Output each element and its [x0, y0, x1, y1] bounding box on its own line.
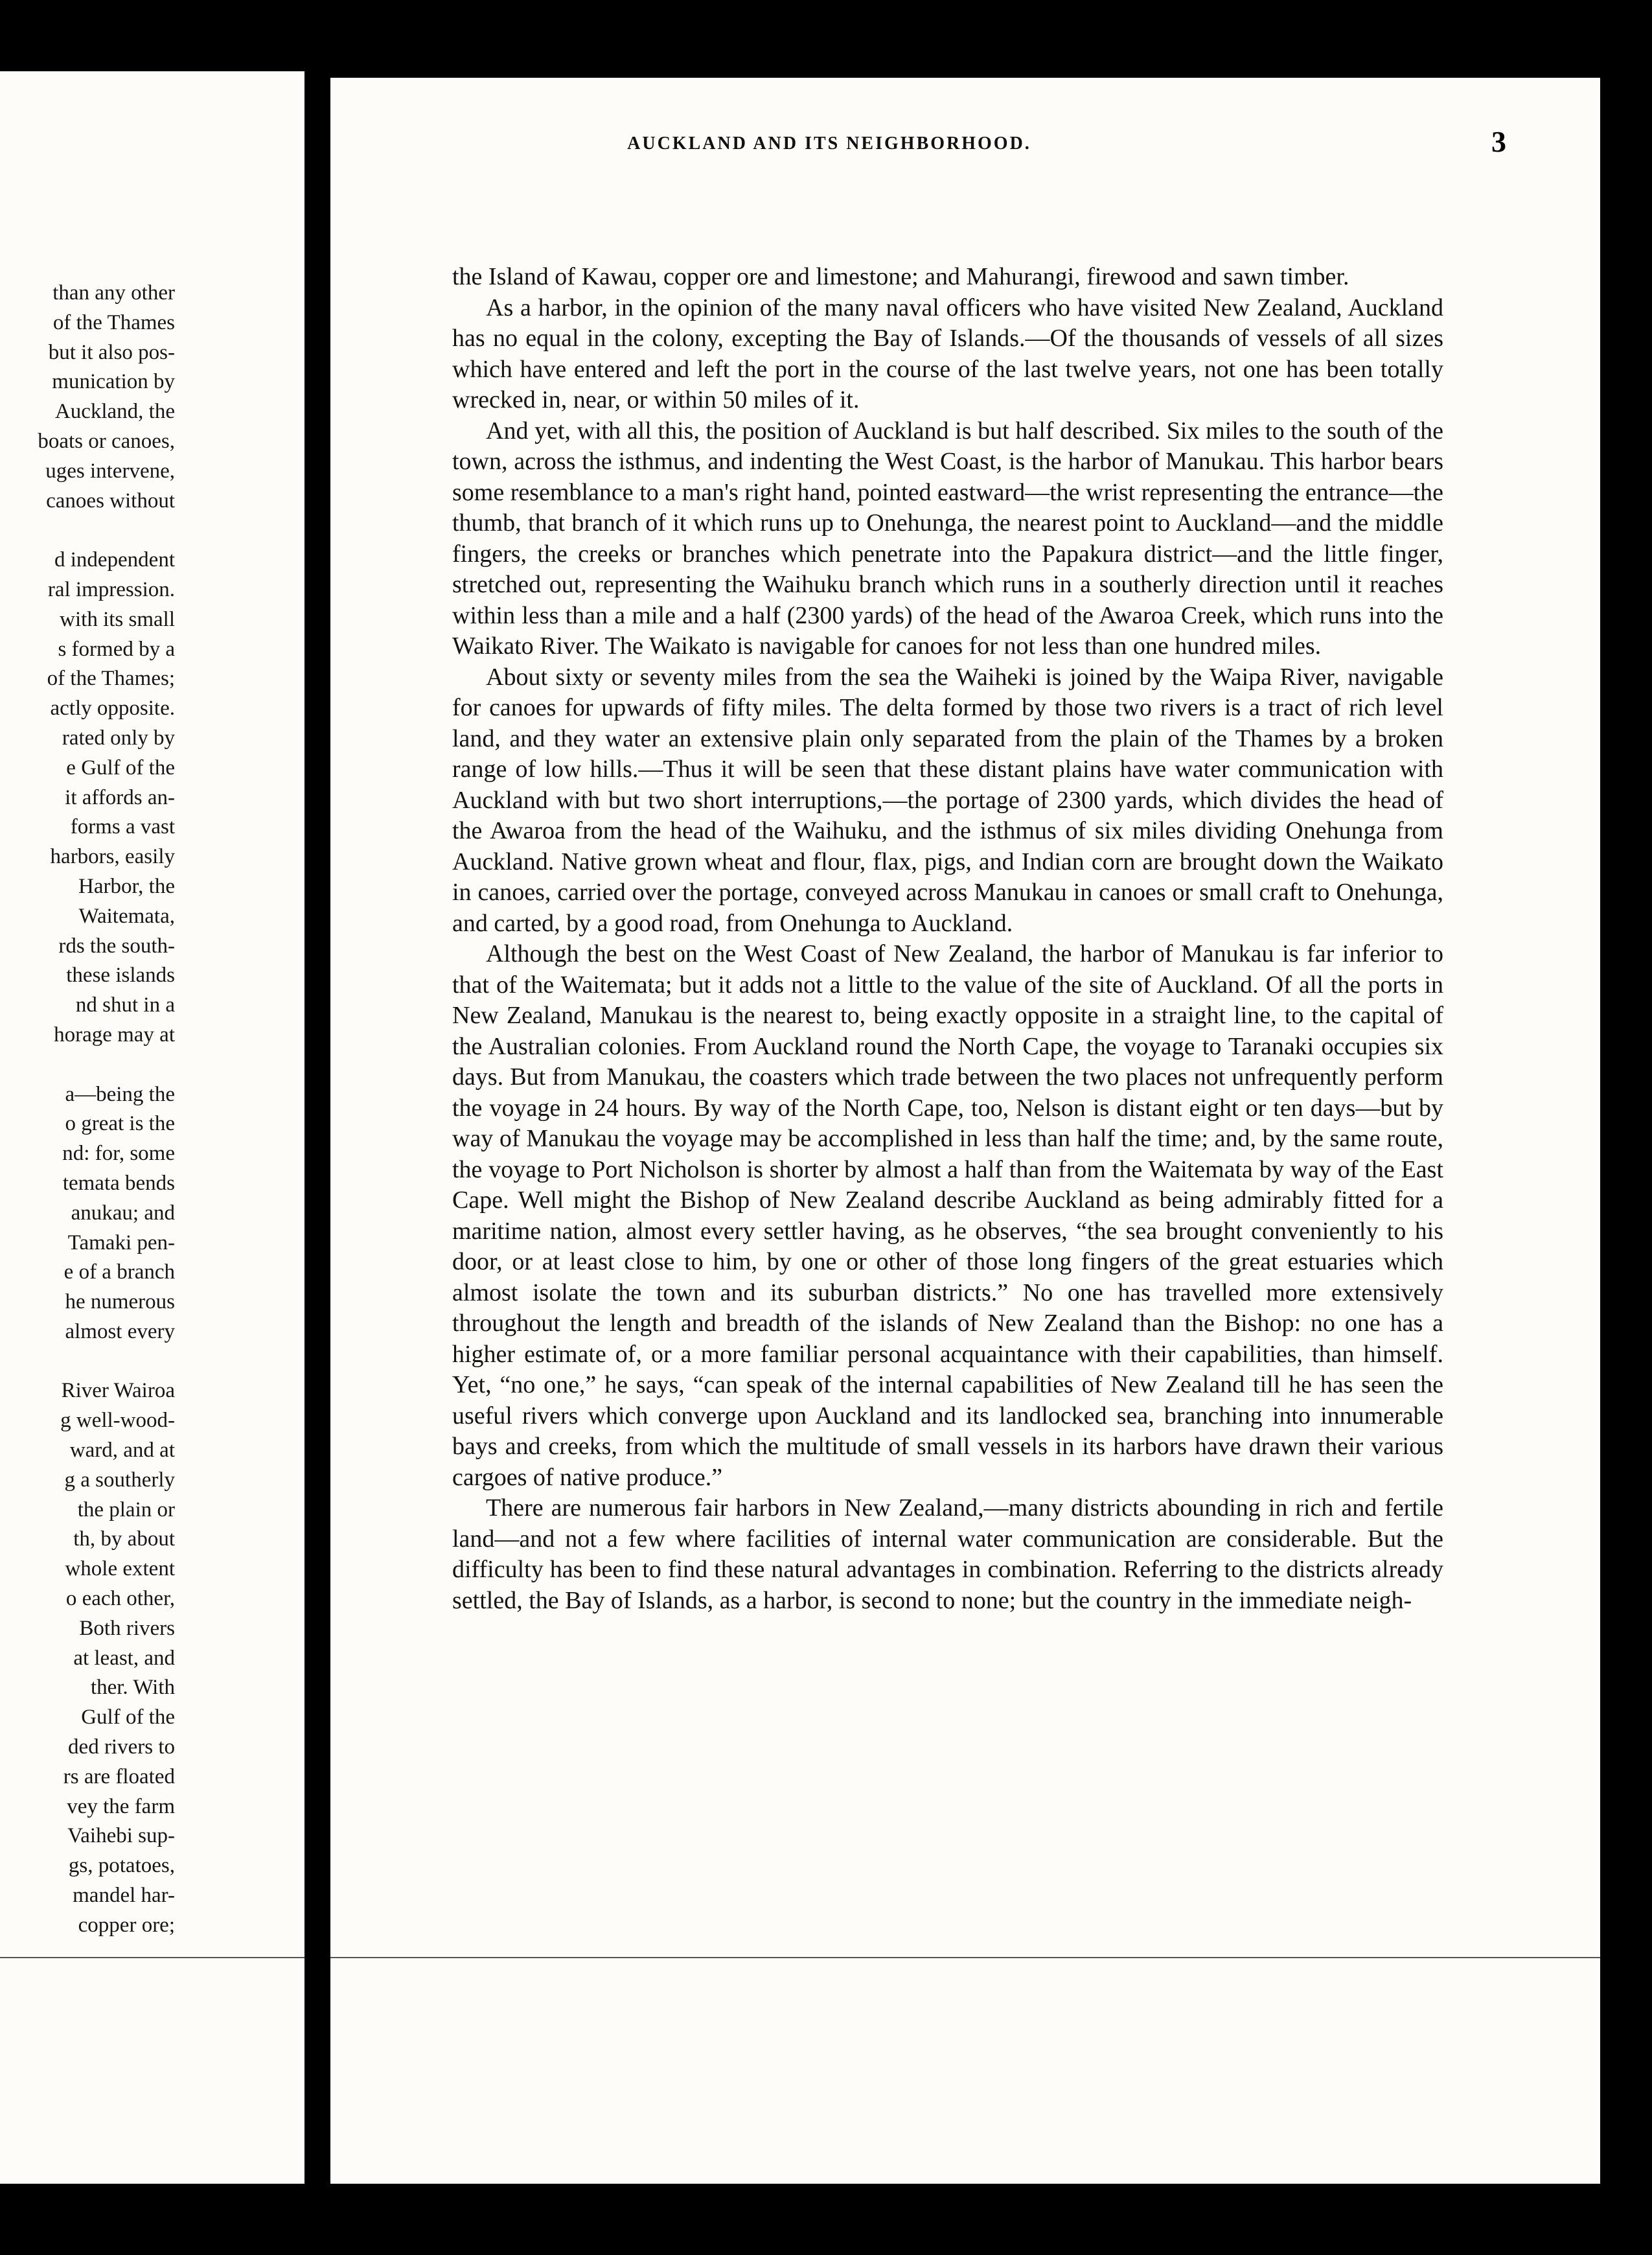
scan-border-right	[1600, 0, 1652, 2255]
left-page-line: Tamaki pen-	[67, 1231, 175, 1255]
paragraph: As a harbor, in the opinion of the many naval officers who have visited New Zealand, Auckland has no equal in the colony, excepting the Bay of Islands.—Of the thousands of vessels of all sizes which have entered and left the port in the course of the last twelve years, not one has been totally wrecked in, near, or within 50 miles of it.	[452, 294, 1443, 413]
left-page-line: Auckland, the	[54, 400, 175, 424]
paragraph: the Island of Kawau, copper ore and limestone; and Mahurangi, firewood and sawn timber.	[452, 263, 1349, 290]
left-page-line: g a southerly	[64, 1468, 175, 1492]
left-page-line: Waitemata,	[78, 904, 175, 928]
left-page-line: uges intervene,	[45, 459, 175, 483]
page-gutter	[314, 71, 328, 2190]
left-page-line: o great is the	[65, 1112, 175, 1136]
left-page-line: vey the farm	[67, 1794, 175, 1818]
left-page-line: ded rivers to	[68, 1735, 175, 1759]
left-page-line: with its small	[60, 607, 175, 631]
left-page-line: s formed by a	[58, 637, 175, 661]
left-page-line: of the Thames;	[47, 667, 175, 691]
left-page-line: rs are floated	[63, 1764, 175, 1788]
left-page-line	[0, 516, 175, 546]
left-facing-page	[0, 71, 304, 2184]
left-page-line	[0, 1050, 175, 1080]
left-page-line: a—being the	[65, 1082, 175, 1106]
left-page-line: th, by about	[73, 1527, 175, 1551]
left-page-line: anukau; and	[71, 1201, 175, 1225]
left-page-line: Both rivers	[79, 1616, 175, 1640]
running-head: AUCKLAND AND ITS NEIGHBORHOOD.	[627, 133, 1031, 154]
left-page-line: Vaihebi sup-	[67, 1824, 175, 1848]
left-page-line: River Wairoa	[61, 1379, 175, 1403]
scan-rule-left	[0, 1957, 304, 1958]
left-page-line: o each other,	[65, 1587, 175, 1611]
left-page-line: gs, potatoes,	[68, 1854, 175, 1878]
left-page-line: he numerous	[65, 1290, 175, 1314]
body-text	[452, 262, 1443, 1616]
scan-border-top	[0, 0, 1652, 71]
left-page-line: Harbor, the	[78, 874, 175, 898]
left-page-line: temata bends	[62, 1171, 175, 1195]
paragraph: And yet, with all this, the position of Auckland is but half described. Six miles to the south of the town, across the isthmus, and indenting the West Coast, is the harbor of Manukau. This harbor bears some resemblance to a man's right hand, pointed eastward—the wrist representing the entrance—the thumb, that branch of it which runs up to Onehunga, the nearest point to Auckland—and the middle fingers, the creeks or branches which penetrate into the Papakura district—and the little finger, stretched out, representing the Waihuku branch which runs in a southerly direction until it reaches within less than a mile and a half (2300 yards) of the head of the Awaroa Creek, which runs into the Waikato River. The Waikato is navigable for canoes for not less than one hundred miles.	[452, 417, 1443, 660]
left-page-line: at least, and	[73, 1646, 175, 1670]
left-page-line: rds the south-	[58, 934, 175, 958]
left-page-line	[0, 1347, 175, 1377]
left-page-line: than any other	[52, 281, 175, 305]
left-page-line: copper ore;	[78, 1913, 175, 1937]
left-page-line: nd: for, some	[62, 1142, 175, 1166]
left-page-line: Gulf of the	[81, 1706, 175, 1729]
left-page-line: canoes without	[46, 489, 175, 513]
left-page-line: whole extent	[65, 1557, 175, 1581]
left-page-line: munication by	[52, 370, 175, 394]
left-page-line: boats or canoes,	[38, 429, 175, 453]
left-page-line: e Gulf of the	[66, 756, 175, 780]
paragraph: About sixty or seventy miles from the sea the Waiheki is joined by the Waipa River, navigable for canoes for upwards of fifty miles. The delta formed by those two rivers is a tract of rich level land, and they water an extensive plain only separated from the plain of the Thames by a broken range of low hills.—Thus it will be seen that these distant plains have water communication with Auckland with but two short interruptions,—the portage of 2300 yards, which divides the head of the Awaroa from the head of the Waihuku, and the isthmus of six miles dividing Onehunga from Auckland. Native grown wheat and flour, flax, pigs, and Indian corn are brought down the Waikato in canoes, carried over the portage, conveyed across Manukau in canoes or small craft to Onehunga, and carted, by a good road, from Onehunga to Auckland.	[452, 663, 1443, 937]
left-page-line: but it also pos-	[48, 340, 175, 364]
paragraph: There are numerous fair harbors in New Zealand,—many districts abounding in rich and fertile land—and not a few where facilities of internal water communication are considerable. But the difficulty has been to find these natural advantages in combination. Referring to the districts already settled, the Bay of Islands, as a harbor, is second to none; but the country in the immediate neigh-	[452, 1494, 1443, 1614]
left-page-line: the plain or	[77, 1498, 175, 1521]
left-page-line: rated only by	[62, 726, 175, 750]
left-page-line: horage may at	[54, 1023, 175, 1047]
left-page-line: nd shut in a	[75, 993, 175, 1017]
left-page-line: forms a vast	[70, 815, 175, 839]
left-page-line: harbors, easily	[50, 845, 175, 869]
left-page-line: ther. With	[90, 1676, 175, 1700]
left-page-line: almost every	[65, 1319, 175, 1343]
left-page-line: of the Thames	[52, 310, 175, 334]
left-page-line: ral impression.	[47, 577, 175, 601]
left-page-line: e of a branch	[63, 1260, 175, 1284]
left-page-text	[0, 279, 175, 1941]
left-page-line: actly opposite.	[50, 697, 175, 721]
left-page-line: it affords an-	[65, 785, 175, 809]
left-page-line: ward, and at	[69, 1439, 175, 1463]
left-page-line: g well-wood-	[60, 1409, 175, 1433]
scan-rule	[330, 1957, 1600, 1958]
left-page-line: d independent	[54, 548, 175, 572]
page-number: 3	[1491, 125, 1506, 158]
paragraph: Although the best on the West Coast of New Zealand, the harbor of Manukau is far inferior to that of the Waitemata; but it adds not a little to the value of the site of Auckland. Of all the ports in New Zealand, Manukau is the nearest to, being exactly opposite in a straight line, to the capital of the Australian colonies. From Auckland round the North Cape, the voyage to Taranaki occupies six days. But from Manukau, the coasters which trade between the two places not unfrequently perform the voyage in 24 hours. By way of the North Cape, too, Nelson is distant eight or ten days—but by way of Manukau the voyage may be accomplished in less than half the time; and, by the same route, the voyage to Port Nicholson is shorter by almost a half than from the Waitemata by way of the East Cape. Well might the Bishop of New Zealand describe Auckland as being admirably fitted for a maritime nation, almost every settler having, as he observes, “the sea brought conveniently to his door, or at least close to him, by one or other of those long fingers of the great estuaries which almost isolate the town and its suburban districts.” No one has travelled more extensively throughout the length and breadth of the islands of New Zealand than the Bishop: no one has a higher estimate of, or a more familiar personal acquaintance with their capabilities, than himself. Yet, “no one,” he says, “can speak of the internal capabilities of New Zealand till he has seen the useful rivers which converge upon Auckland and its landlocked sea, branching into innumerable bays and creeks, from which the multitude of small vessels in its harbors have drawn their various cargoes of native produce.”	[452, 940, 1443, 1491]
left-page-line: these islands	[66, 964, 175, 988]
left-page-line: mandel har-	[73, 1884, 175, 1908]
